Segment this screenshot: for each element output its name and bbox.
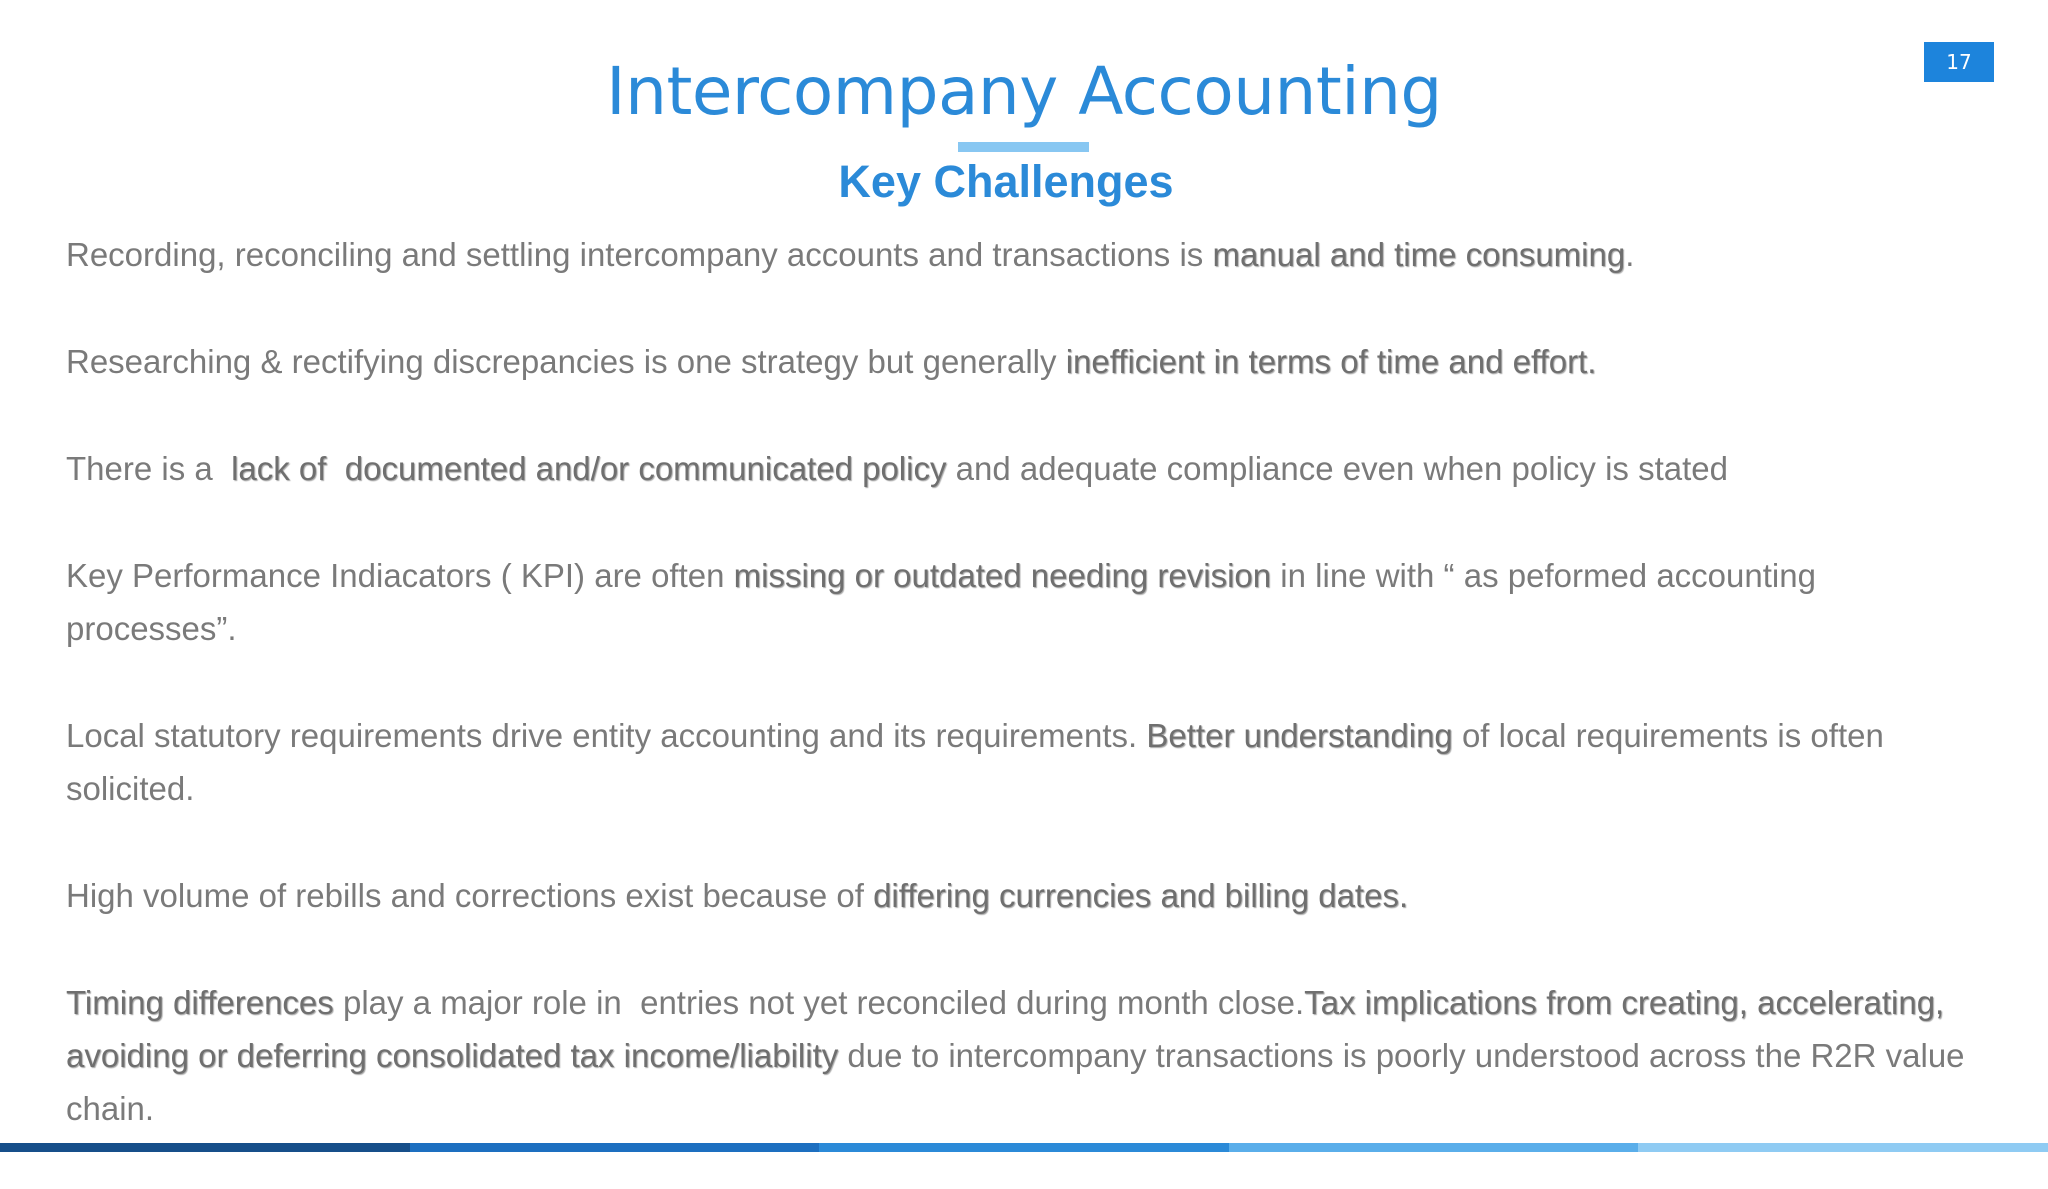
footer-bar-segment [0, 1143, 410, 1152]
paragraph-emphasis: manual and time consuming [1212, 236, 1626, 273]
challenge-paragraph [66, 442, 1986, 495]
footer-bar-segment [410, 1143, 820, 1152]
paragraph-text: Key Performance Indiacators ( KPI) are often [66, 557, 734, 594]
footer-gradient-bar [0, 1143, 2048, 1152]
paragraph-emphasis: lack of documented and/or communicated policy [231, 450, 947, 487]
footer-bar-segment [819, 1143, 1229, 1152]
challenge-paragraph [66, 709, 1986, 815]
slide-subtitle: Key Challenges [838, 156, 1174, 207]
paragraph-emphasis: differing currencies and billing dates. [873, 877, 1409, 914]
challenge-paragraph [66, 549, 1986, 655]
challenge-paragraph [66, 976, 1986, 1135]
slide-title: Intercompany Accounting [606, 53, 1442, 130]
page-number-badge: 17 [1924, 42, 1994, 82]
paragraph-text: and adequate compliance even when policy is stated [946, 450, 1728, 487]
paragraph-text: due to intercompany transactions is poorly understood across the R2R value chain. [66, 1037, 1974, 1127]
paragraph-text: Local statutory requirements drive entity accounting and its requirements. [66, 717, 1147, 754]
title-underline-accent [958, 142, 1089, 152]
paragraph-emphasis: inefficient in terms of time and effort. [1065, 343, 1597, 380]
paragraph-text: Recording, reconciling and settling intercompany accounts and transactions is [66, 236, 1213, 273]
paragraph-emphasis: Timing differences [66, 984, 334, 1021]
paragraph-emphasis: missing or outdated needing revision [733, 557, 1272, 594]
footer-bar-segment [1229, 1143, 1639, 1152]
paragraph-text: Researching & rectifying discrepancies is one strategy but generally [66, 343, 1066, 380]
paragraph-text: High volume of rebills and corrections exist because of [66, 877, 874, 914]
paragraph-text: in line with “ as peformed accounting processes”. [66, 557, 1816, 647]
paragraph-emphasis: Tax implications from creating, accelerating, avoiding or deferring consolidated tax income/liability [66, 984, 1954, 1074]
footer-bar-segment [1638, 1143, 2048, 1152]
challenges-list [66, 228, 1986, 1189]
challenge-paragraph [66, 228, 1986, 281]
challenge-paragraph [66, 335, 1986, 388]
paragraph-emphasis: Better understanding [1146, 717, 1453, 754]
paragraph-text: play a major role in entries not yet reconciled during month close. [333, 984, 1305, 1021]
challenge-paragraph [66, 869, 1986, 922]
paragraph-text: There is a [66, 450, 232, 487]
paragraph-text: of local requirements is often solicited. [66, 717, 1884, 807]
paragraph-text: . [1625, 236, 1635, 273]
